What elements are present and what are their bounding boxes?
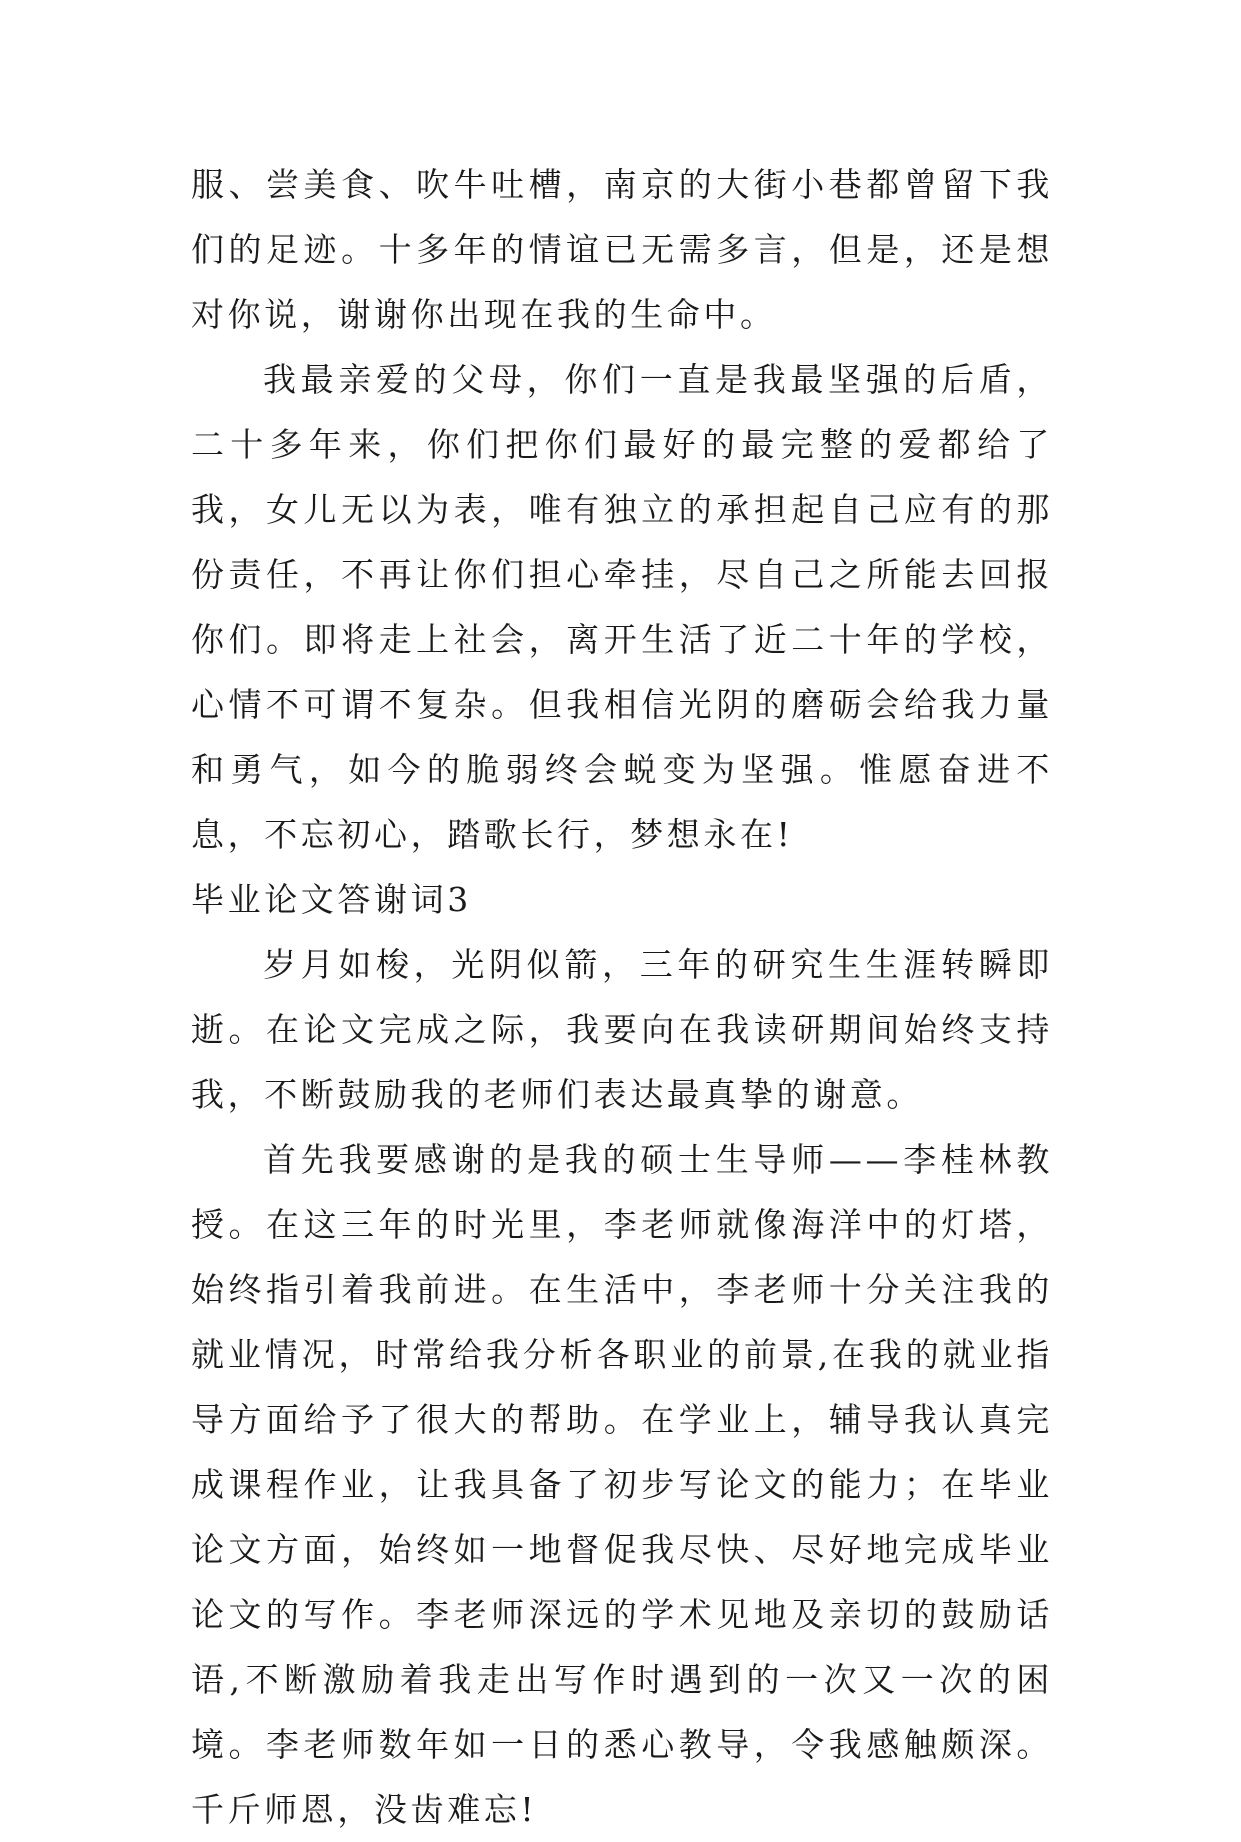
section-title: 毕业论文答谢词3 (191, 880, 472, 919)
document-body (191, 152, 1053, 1842)
paragraph-time-flies: 岁月如梭，光阴似箭，三年的研究生生涯转瞬即逝。在论文完成之际，我要向在我读研期间始终支持我，不断鼓励我的老师们表达最真挚的谢意。 (191, 945, 1053, 1114)
paragraph-supervisor-thanks: 首先我要感谢的是我的硕士生导师——李桂林教授。在这三年的时光里，李老师就像海洋中的灯塔，始终指引着我前进。在生活中，李老师十分关注我的就业情况，时常给我分析各职业的前景,在我的就业指导方面给予了很大的帮助。在学业上，辅导我认真完成课程作业，让我具备了初步写论文的能力；在毕业论文方面，始终如一地督促我尽快、尽好地完成毕业论文的写作。李老师深远的学术见地及亲切的鼓励话语,不断激励着我走出写作时遇到的一次又一次的困境。李老师数年如一日的悉心教导，令我感触颇深。千斤师恩，没齿难忘! (191, 1140, 1053, 1829)
paragraph-friends-continued: 服、尝美食、吹牛吐槽，南京的大街小巷都曾留下我们的足迹。十多年的情谊已无需多言，但是，还是想对你说，谢谢你出现在我的生命中。 (191, 165, 1053, 334)
paragraph-parents: 我最亲爱的父母，你们一直是我最坚强的后盾，二十多年来，你们把你们最好的最完整的爱都给了我，女儿无以为表，唯有独立的承担起自己应有的那份责任，不再让你们担心牵挂，尽自己之所能去回报你们。即将走上社会，离开生活了近二十年的学校，心情不可谓不复杂。但我相信光阴的磨砺会给我力量和勇气，如今的脆弱终会蜕变为坚强。惟愿奋进不息，不忘初心，踏歌长行，梦想永在! (191, 360, 1053, 854)
